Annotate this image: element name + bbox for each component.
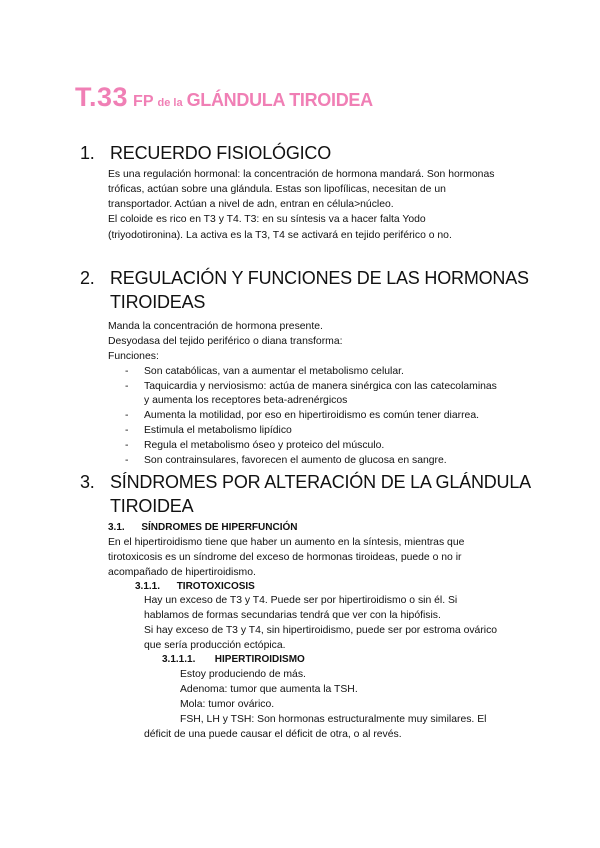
section-3-title-line1: SÍNDROMES POR ALTERACIÓN DE LA GLÁNDULA <box>110 472 531 492</box>
section-3-number: 3. <box>80 472 95 492</box>
bullet-text: Son contrainsulares, favorecen el aumento de glucosa en sangre. <box>144 455 447 466</box>
page-title <box>75 82 373 113</box>
title-subject: GLÁNDULA TIROIDEA <box>186 90 373 110</box>
s1-line: tróficas, actúan sobre una glándula. Estas son lipofílicas, necesitan de un <box>108 184 446 195</box>
s311-line: Hay un exceso de T3 y T4. Puede ser por hipertiroidismo o sin él. Si <box>144 595 458 606</box>
s311-line: Si hay exceso de T3 y T4, sin hipertiroidismo, puede ser por estroma ovárico <box>144 625 498 636</box>
s1-line: Es una regulación hormonal: la concentración de hormona mandará. Son hormonas <box>108 169 495 180</box>
s31-line: En el hipertiroidismo tiene que haber un aumento en la síntesis, mientras que <box>108 537 465 548</box>
subsection-3-1-1-heading: 3.1.1. TIROTOXICOSIS <box>135 581 255 592</box>
bullet-dash: - <box>125 366 129 377</box>
bullet-dash: - <box>125 455 129 466</box>
s3111-line: FSH, LH y TSH: Son hormonas estructuralmente muy similares. El <box>180 714 487 725</box>
s31-line: acompañado de hipertiroidismo. <box>108 567 256 578</box>
bullet-text: y aumenta los receptores beta-adrenérgicos <box>144 395 348 406</box>
s1-line: transportador. Actúan a nivel de adn, entran en célula>núcleo. <box>108 199 394 210</box>
section-2-title-line1: REGULACIÓN Y FUNCIONES DE LAS HORMONAS <box>110 268 529 288</box>
s1-line: (triyodotironina). La activa es la T3, T4 se activará en tejido periférico o no. <box>108 230 452 241</box>
bullet-text: Aumenta la motilidad, por eso en hipertiroidismo es común tener diarrea. <box>144 410 479 421</box>
subsection-3-1-1-1-heading: 3.1.1.1. HIPERTIROIDISMO <box>162 654 305 665</box>
s3111-line: Estoy produciendo de más. <box>180 669 306 680</box>
title-prefix-b: de la <box>157 97 183 109</box>
s3111-line: Mola: tumor ovárico. <box>180 699 275 710</box>
bullet-dash: - <box>125 381 129 392</box>
s3111-line: Adenoma: tumor que aumenta la TSH. <box>180 684 358 695</box>
bullet-dash: - <box>125 440 129 451</box>
section-2-title-line2: TIROIDEAS <box>110 292 206 312</box>
subsection-3-1-heading: 3.1. SÍNDROMES DE HIPERFUNCIÓN <box>108 522 298 533</box>
section-2-number: 2. <box>80 268 95 288</box>
bullet-text: Taquicardia y nerviosismo: actúa de manera sinérgica con las catecolaminas <box>144 381 497 392</box>
s3111-last-line: déficit de una puede causar el déficit de otra, o al revés. <box>144 729 402 740</box>
bullet-text: Son catabólicas, van a aumentar el metabolismo celular. <box>144 366 404 377</box>
title-prefix-a: FP <box>133 93 154 110</box>
bullet-dash: - <box>125 425 129 436</box>
bullet-text: Regula el metabolismo óseo y proteico del músculo. <box>144 440 385 451</box>
bullet-text: Estimula el metabolismo lipídico <box>144 425 292 436</box>
s2-line: Funciones: <box>108 351 159 362</box>
section-1-number: 1. <box>80 143 95 163</box>
s311-line: que sería producción ectópica. <box>144 640 286 651</box>
s2-line: Desyodasa del tejido periférico o diana transforma: <box>108 336 343 347</box>
s31-line: tirotoxicosis es un síndrome del exceso de hormonas tiroideas, puede o no ir <box>108 552 462 563</box>
s1-line: El coloide es rico en T3 y T4. T3: en su síntesis va a hacer falta Yodo <box>108 214 426 225</box>
s311-line: hablamos de formas secundarias tendrá que ver con la hipófisis. <box>144 610 441 621</box>
bullet-dash: - <box>125 410 129 421</box>
s2-line: Manda la concentración de hormona presente. <box>108 321 323 332</box>
title-code: T.33 <box>75 82 129 112</box>
section-1-title: RECUERDO FISIOLÓGICO <box>110 143 332 163</box>
section-3-title-line2: TIROIDEA <box>110 496 194 516</box>
